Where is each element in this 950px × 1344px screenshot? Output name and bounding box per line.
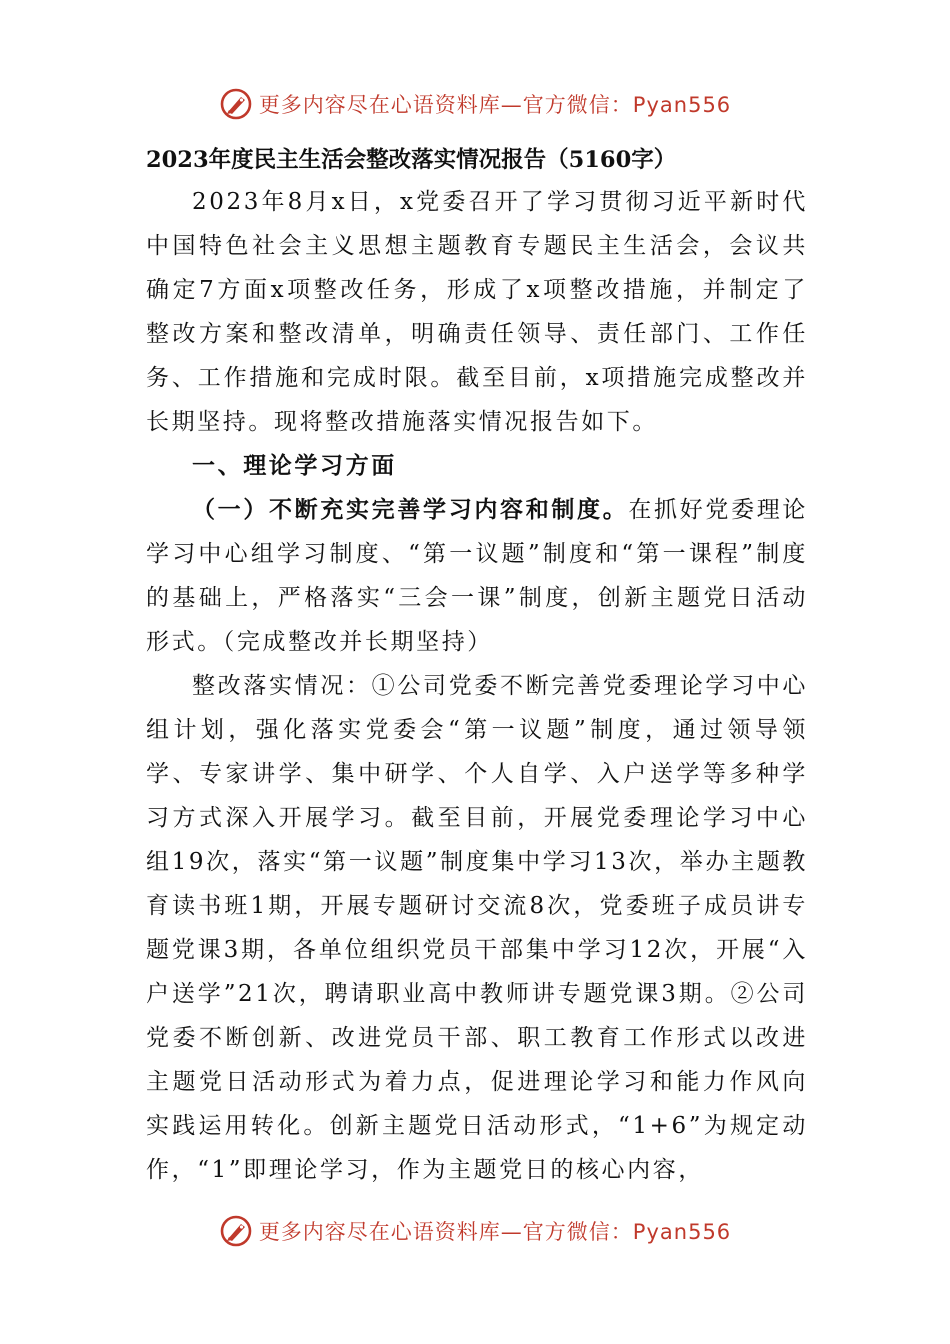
pen-nib-logo-icon	[219, 87, 253, 121]
item-paragraph-1	[146, 488, 808, 664]
progress-paragraph: 整改落实情况：①公司党委不断完善党委理论学习中心组计划，强化落实党委会“第一议题”制度，通过领导领学、专家讲学、集中研学、个人自学、入户送学等多种学习方式深入开展学习。截至目前，开展党委理论学习中心组19次，落实“第一议题”制度集中学习13次，举办主题教育读书班1期，开展专题研讨交流8次，党委班子成员讲专题党课3期，各单位组织党员干部集中学习12次，开展“入户送学”21次，聘请职业高中教师讲专题党课3期。②公司党委不断创新、改进党员干部、职工教育工作形式以改进主题党日活动形式为着力点，促进理论学习和能力作风向实践运用转化。创新主题党日活动形式，“1+6”为规定动作，“1”即理论学习，作为主题党日的核心内容，	[146, 673, 808, 1183]
watermark-banner-bottom	[0, 1211, 950, 1251]
watermark-text: 更多内容尽在心语资料库—官方微信：Pyan556	[258, 1220, 732, 1244]
intro-paragraph: 2023年8月x日，x党委召开了学习贯彻习近平新时代中国特色社会主义思想主题教育专题民主生活会，会议共确定7方面x项整改任务，形成了x项整改措施，并制定了整改方案和整改清单，明确责任领导、责任部门、工作任务、工作措施和完成时限。截至目前，x项措施完成整改并长期坚持。现将整改措施落实情况报告如下。	[146, 189, 808, 435]
document-title: 2023年度民主生活会整改落实情况报告（5160字）	[146, 147, 677, 173]
watermark-banner-top	[0, 84, 950, 124]
document-body	[146, 140, 808, 1192]
item-body-1: 在抓好党委理论学习中心组学习制度、“第一议题”制度和“第一课程”制度的基础上，严格落实“三会一课”制度，创新主题党日活动形式。（完成整改并长期坚持）	[146, 497, 809, 655]
item-label-1: （一）不断充实完善学习内容和制度。	[192, 496, 629, 523]
pen-nib-logo-icon	[219, 1214, 253, 1248]
section-heading-theory-study: 一、理论学习方面	[192, 452, 397, 479]
watermark-text: 更多内容尽在心语资料库—官方微信：Pyan556	[258, 93, 732, 117]
